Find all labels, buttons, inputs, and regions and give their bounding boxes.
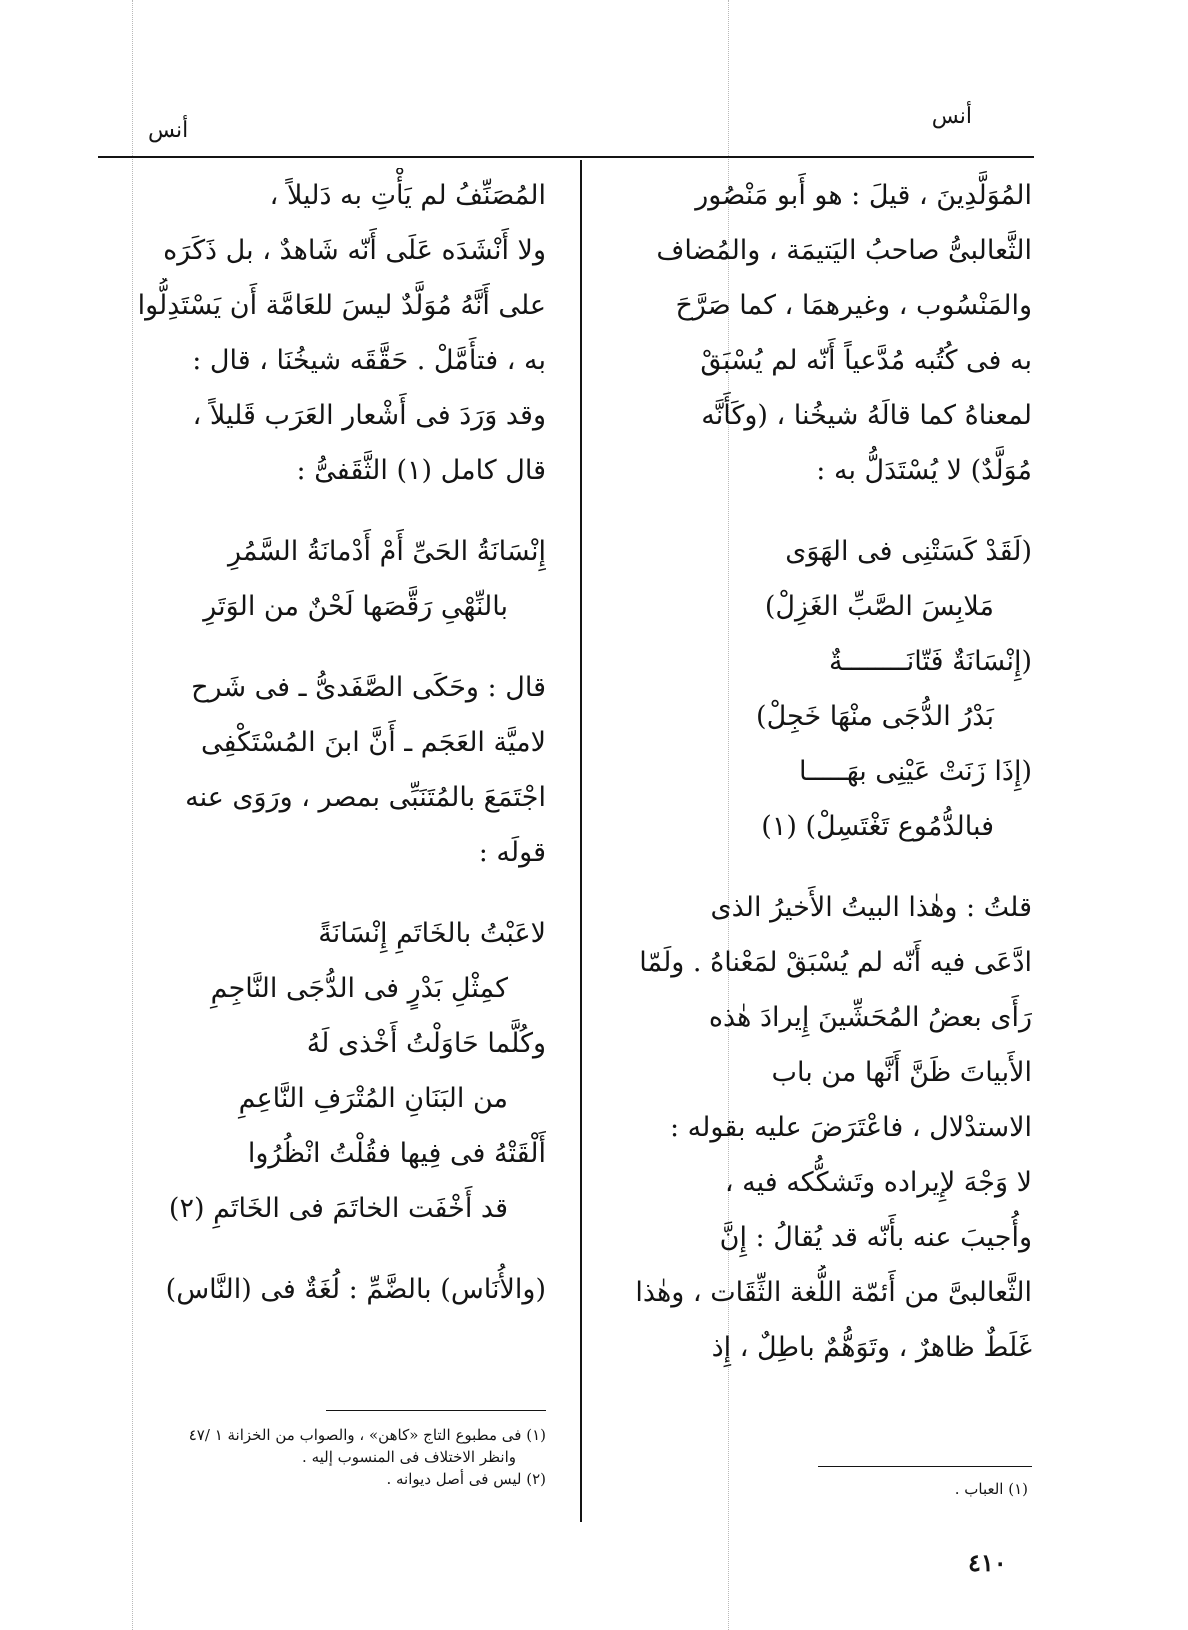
verse-line: فبالدُّمُوع تَغْتَسِلْ) (١): [761, 811, 994, 842]
text-line: قال كامل (١) الثَّقَفىُّ :: [296, 455, 546, 486]
text-line: على أَنَّهُ مُوَلَّدٌ ليسَ للعَامَّة أَن يَسْتَدِلُّوا: [137, 290, 546, 321]
verse-line: أَلْقَتْهُ فى فِيها فقُلْتُ انْظُرُوا: [247, 1138, 546, 1169]
paragraph: [98, 168, 546, 498]
paragraph: [98, 1262, 546, 1317]
header-rule: [98, 156, 1034, 158]
footnote-rule: [818, 1466, 1032, 1467]
text-line: غَلَطٌ ظاهرٌ ، وتَوَهُّمٌ باطِلٌ ، إِذ: [711, 1332, 1032, 1363]
paragraph: [604, 880, 1032, 1375]
text-line: لمعناهُ كما قالَهُ شيخُنا ، (وكَأَنَّه: [701, 400, 1032, 431]
text-line: الثَّعالبىُّ صاحبُ اليَتيمَة ، والمُضاف: [656, 235, 1032, 266]
spacer: [604, 854, 1032, 880]
running-header-left: أنس: [148, 118, 189, 143]
poem: [98, 906, 546, 1236]
verse-line: بالنِّهْىِ رَقَّصَها لَحْنٌ من الوَتَرِ: [203, 591, 508, 622]
text-line: ادَّعَى فيه أَنّه لم يُسْبَقْ لمَعْناهُ . ولَمّا: [639, 947, 1032, 978]
poem: [604, 524, 1032, 854]
text-line: مُوَلَّدٌ) لا يُسْتَدَلُّ به :: [816, 455, 1032, 486]
verse-line: (إِذَا زَنَتْ عَيْنِى بهَـــــا: [798, 756, 1032, 787]
verse-line: وكُلَّما حَاوَلْتُ أَخْذى لَهُ: [306, 1028, 546, 1059]
spacer: [98, 880, 546, 906]
paragraph: [604, 168, 1032, 498]
text-line: المُوَلَّدِينَ ، قيلَ : هو أَبو مَنْصُور: [695, 180, 1032, 211]
verse-line: لاعَبْتُ بالخَاتَمِ إِنْسَانَةً: [318, 918, 546, 949]
verse-line: كمِثْلِ بَدْرٍ فى الدُّجَى النَّاجِمِ: [210, 973, 508, 1004]
text-line: الثَّعالبىَّ من أَئمّة اللُّغة الثِّقَات ، وهٰذا: [635, 1277, 1032, 1308]
footnotes-right: [955, 1478, 1028, 1500]
verse-line: إِنْسَانَةُ الحَىِّ أَمْ أَدْمانَةُ السَّمُرِ: [227, 536, 546, 567]
text-line: لا وَجْهَ لإِيراده وتَشكُّكه فيه ،: [724, 1167, 1032, 1198]
running-header-right: أنس: [931, 104, 972, 129]
verse-line: بَدْرُ الدُّجَى منْهَا خَجِلْ): [756, 701, 994, 732]
text-line: قولَه :: [478, 837, 546, 868]
text-line: والمَنْسُوب ، وغيرهمَا ، كما صَرَّحَ: [675, 290, 1032, 321]
spacer: [604, 498, 1032, 524]
page-number: ٤١٠: [968, 1548, 1007, 1577]
verse-line: من البَنَانِ المُتْرَفِ النَّاعِمِ: [238, 1083, 508, 1114]
text-line: وقد وَرَدَ فى أَشْعار العَرَب قَليلاً ،: [192, 400, 546, 431]
verse-line: مَلابِسَ الصَّبِّ الغَزِلْ): [764, 591, 994, 622]
text-line: به فى كُتُبه مُدَّعياً أَنّه لم يُسْبَقْ: [700, 345, 1032, 376]
footnote: (١) فى مطبوع التاج «كاهن» ، والصواب من الخزانة ١ /٤٧: [188, 1426, 546, 1444]
spacer: [98, 634, 546, 660]
text-line: قال : وحَكَى الصَّفَدىُّ ـ فى شَرح: [191, 672, 546, 703]
footnote: وانظر الاختلاف فى المنسوب إليه .: [302, 1448, 516, 1466]
footnotes-left: [98, 1424, 546, 1490]
text-line: الأَبياتَ ظَنَّ أَنَّها من باب: [771, 1057, 1032, 1088]
footnote: (١) العباب .: [954, 1480, 1028, 1498]
column-divider: [580, 160, 582, 1522]
footnote-rule: [326, 1410, 546, 1411]
verse-line: (لَقَدْ كَسَتْنِى فى الهَوَى: [785, 536, 1032, 567]
text-line: قلتُ : وهٰذا البيتُ الأَخيرُ الذى: [710, 892, 1032, 923]
text-line: وأُجيبَ عنه بأَنّه قد يُقالُ : إِنَّ: [719, 1222, 1032, 1253]
poem: [98, 524, 546, 634]
text-line: رَأَى بعضُ المُحَشِّينَ إِيرادَ هٰذه: [708, 1002, 1032, 1033]
footnote: (٢) ليس فى أصل ديوانه .: [386, 1470, 546, 1488]
right-column: [604, 168, 1032, 1375]
verse-line: (إِنْسَانَةٌ فَتّانَــــــــةٌ: [829, 646, 1032, 677]
paragraph: [98, 660, 546, 880]
text-line: ولا أَنْشَدَه عَلَى أَنّه شَاهدٌ ، بل ذَكَرَه: [163, 235, 546, 266]
spacer: [98, 1236, 546, 1262]
verse-line: قد أَخْفَت الخاتَمَ فى الخَاتَمِ (٢): [168, 1193, 508, 1224]
left-column: [98, 168, 546, 1317]
text-line: (والأُنَاس) بالضَّمِّ : لُغَةٌ فى (النَّاس): [165, 1274, 546, 1305]
spacer: [98, 498, 546, 524]
text-line: المُصَنِّفُ لم يَأْتِ به دَليلاً ،: [269, 180, 546, 211]
text-line: اجْتَمَعَ بالمُتَنَبِّى بمصر ، ورَوَى عنه: [185, 782, 546, 813]
text-line: لاميَّة العَجَم ـ أَنَّ ابنَ المُسْتَكْفِى: [200, 727, 546, 758]
text-line: الاستدْلال ، فاعْتَرَضَ عليه بقوله :: [669, 1112, 1032, 1143]
text-line: به ، فتأَمَّلْ . حَقَّقَه شيخُنَا ، قال :: [192, 345, 546, 376]
